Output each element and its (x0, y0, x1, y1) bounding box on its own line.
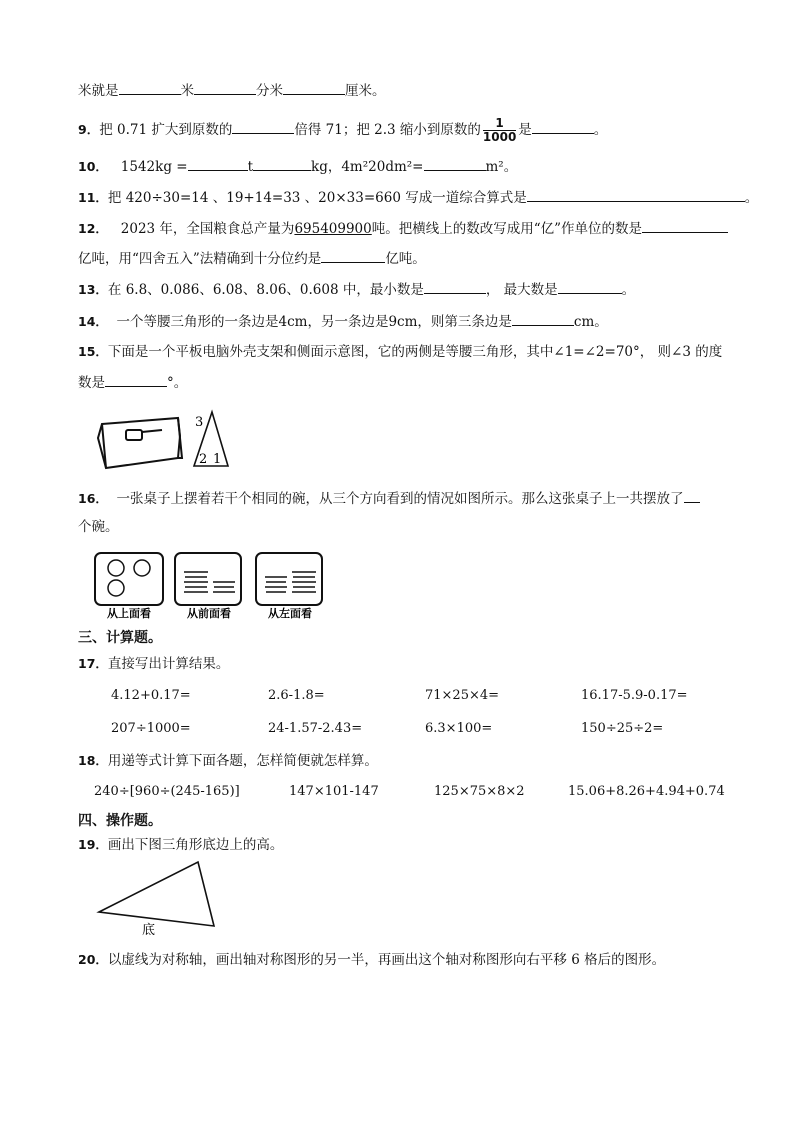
answer-blank[interactable] (512, 311, 574, 326)
answer-blank[interactable] (532, 119, 594, 134)
front-view (175, 553, 241, 605)
answer-blank[interactable] (232, 119, 294, 134)
svg-text:2: 2 (199, 452, 208, 467)
answer-blank[interactable] (194, 80, 256, 95)
svg-text:从上面看: 从上面看 (107, 607, 151, 620)
answer-blank[interactable] (105, 372, 167, 387)
question-16: 16． 一张桌子上摆着若干个相同的碗，从三个方向看到的情况如图所示。那么这张桌子上一共摆放了 (78, 488, 700, 509)
svg-text:从左面看: 从左面看 (268, 607, 312, 620)
calc-item: 71×25×4= (425, 688, 500, 703)
question-9: 9．把 0.71 扩大到原数的 倍得 71；把 2.3 缩小到原数的 $\frac{1}{1000}$ 是 。 (78, 116, 608, 144)
answer-blank[interactable] (253, 156, 311, 171)
q8-tail: 米就是 米 分米 厘米。 (78, 80, 386, 101)
calc-item: 24-1.57-2.43= (268, 721, 363, 736)
svg-text:从前面看: 从前面看 (187, 607, 231, 620)
side-triangle (194, 412, 228, 467)
answer-blank[interactable] (684, 488, 700, 503)
calc-item: 150÷25÷2= (581, 721, 664, 736)
calc-item: 240÷[960÷(245-165)] (94, 784, 240, 799)
fraction: $\frac{1}{1000}$ (482, 116, 517, 144)
answer-blank[interactable] (527, 187, 745, 202)
bowl-views-figure (92, 552, 332, 620)
answer-blank[interactable] (283, 80, 345, 95)
question-16-cont: 个碗。 (78, 519, 119, 535)
top-view (95, 553, 163, 605)
question-15-cont: 数是 °。 (78, 372, 187, 393)
question-20: 20．以虚线为对称轴，画出轴对称图形的另一半，再画出这个轴对称图形向右平移 6 格后的图形。 (78, 952, 666, 968)
tablet-stand-figure (92, 408, 242, 472)
answer-blank[interactable] (642, 218, 728, 233)
question-11: 11．把 420÷30=14 、19+14=33 、20×33=660 写成一道综合算式是 。 (78, 187, 758, 208)
triangle (99, 862, 214, 926)
question-17: 17．直接写出计算结果。 (78, 656, 230, 672)
calc-item: 147×101-147 (289, 784, 379, 799)
calc-item: 6.3×100= (425, 721, 493, 736)
answer-blank[interactable] (558, 279, 622, 294)
triangle-figure (94, 858, 224, 938)
left-view (256, 553, 322, 605)
calc-item: 4.12+0.17= (111, 688, 191, 703)
question-18: 18．用递等式计算下面各题，怎样简便就怎样算。 (78, 753, 378, 769)
question-14: 14． 一个等腰三角形的一条边是4cm，另一条边是9cm，则第三条边是 cm。 (78, 311, 608, 332)
calc-item: 125×75×8×2 (434, 784, 525, 799)
section-heading: 三、计算题。 (78, 630, 162, 646)
calc-item: 2.6-1.8= (268, 688, 325, 703)
svg-text:3: 3 (195, 415, 204, 430)
question-10: 10． 1542kg = t kg，4m²20dm²= m²。 (78, 156, 517, 177)
question-13: 13．在 6.8、0.086、6.08、8.06、0.608 中，最小数是 ， 最大数是 。 (78, 279, 635, 300)
answer-blank[interactable] (119, 80, 181, 95)
tablet-case-drawing (98, 418, 182, 468)
section-heading: 四、操作题。 (78, 813, 162, 829)
calc-item: 15.06+8.26+4.94+0.74 (568, 784, 725, 799)
svg-text:1: 1 (213, 452, 222, 467)
answer-blank[interactable] (424, 156, 486, 171)
question-19: 19．画出下图三角形底边上的高。 (78, 837, 284, 853)
question-15: 15．下面是一个平板电脑外壳支架和侧面示意图，它的两侧是等腰三角形，其中∠1=∠2=70°， 则∠3 的度 (78, 344, 723, 360)
calc-item: 16.17-5.9-0.17= (581, 688, 688, 703)
svg-text:底: 底 (142, 923, 156, 938)
question-12: 12． 2023 年，全国粮食总产量为695409900吨。把横线上的数改写成用“亿”作单位的数是 (78, 218, 728, 239)
calc-item: 207÷1000= (111, 721, 191, 736)
answer-blank[interactable] (321, 248, 385, 263)
answer-blank[interactable] (188, 156, 248, 171)
question-12-cont: 亿吨，用“四舍五入”法精确到十分位约是 亿吨。 (78, 248, 426, 269)
answer-blank[interactable] (424, 279, 486, 294)
